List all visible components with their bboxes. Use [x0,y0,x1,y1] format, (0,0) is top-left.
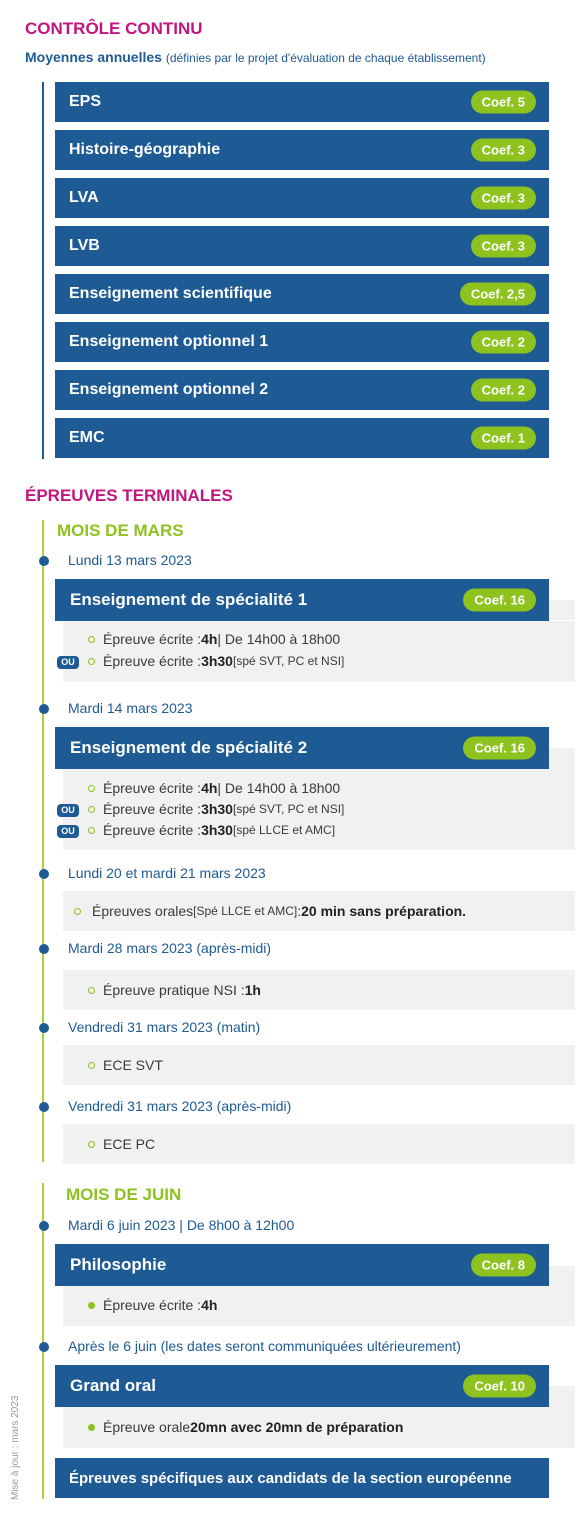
item-bold: 4h [201,1297,218,1313]
coef-badge: Coef. 2 [471,331,536,354]
item-note: [spé SVT, PC et NSI] [232,654,345,668]
list-item [88,822,335,838]
subject-bar-lva [55,178,549,218]
item-text: ECE PC [103,1136,156,1152]
coef-badge: Coef. 10 [463,1375,536,1398]
subject-name: EPS [69,93,102,110]
item-bold: 3h30 [201,801,233,817]
item-text: Épreuve écrite : [103,631,202,647]
bullet-icon [88,785,95,792]
panel-shadow [549,748,575,769]
bullet-icon [88,987,95,994]
bullet-icon [88,1302,95,1309]
controle-timeline-line [42,82,44,459]
subtitle-bold: Moyennes annuelles [25,49,162,65]
list-item [88,1057,163,1073]
coef-badge: Coef. 3 [471,187,536,210]
subject-bar-philosophie [55,1244,549,1286]
list-item [88,801,344,817]
subject-bar-specialite-1 [55,579,549,621]
timeline-dot [39,944,49,954]
subject-bar-emc [55,418,549,458]
item-text: Épreuve écrite : [103,801,202,817]
bullet-icon [88,1424,95,1431]
subject-name: Enseignement optionnel 2 [69,381,269,398]
item-note: [Spé LLCE et AMC] [193,904,298,918]
subject-bar-specialite-2 [55,727,549,769]
subject-name: Enseignement scientifique [69,285,272,302]
timeline-dot [39,1221,49,1231]
list-item [88,780,340,796]
subject-bar-optionnel-2 [55,370,549,410]
list-item [88,631,340,647]
month-title-mars: MOIS DE MARS [57,521,184,540]
coef-badge: Coef. 2,5 [460,283,536,306]
item-bold: 4h [201,780,218,796]
subject-name: EMC [69,429,105,446]
bullet-icon [88,806,95,813]
coef-badge: Coef. 3 [471,235,536,258]
event-date: Vendredi 31 mars 2023 (matin) [68,1019,261,1035]
item-bold: 20mn avec 20mn de préparation [190,1419,404,1435]
item-post: | De 14h00 à 18h00 [217,631,341,647]
bullet-icon [88,827,95,834]
timeline-dot [39,1102,49,1112]
item-bold: 3h30 [201,653,233,669]
subject-name: Grand oral [70,1376,156,1395]
timeline-dot [39,1023,49,1033]
update-note: Mise à jour : mars 2023 [10,1395,21,1500]
list-item [88,1419,403,1435]
event-date: Vendredi 31 mars 2023 (après-midi) [68,1098,292,1114]
item-note: [spé SVT, PC et NSI] [232,802,345,816]
subject-name: Histoire-géographie [69,141,221,158]
subject-name: LVB [69,237,100,254]
coef-badge: Coef. 8 [471,1254,536,1277]
item-text: ECE SVT [103,1057,163,1073]
coef-badge: Coef. 1 [471,427,536,450]
item-bold: 1h [244,982,261,998]
section-title-epreuves: ÉPREUVES TERMINALES [25,486,233,505]
coef-badge: Coef. 16 [463,737,536,760]
subject-name: LVA [69,189,99,206]
list-item [88,653,344,669]
bullet-icon [88,636,95,643]
item-text: Épreuve écrite : [103,1297,202,1313]
subject-name: Enseignement de spécialité 1 [70,590,308,609]
item-bold: 20 min sans préparation. [301,903,467,919]
subtitle-note: (définies par le projet d'évaluation de chaque établissement) [165,51,486,65]
subtitle-moyennes [25,49,486,65]
event-date: Lundi 13 mars 2023 [68,552,192,568]
mars-timeline-line [42,520,44,1162]
item-post: | De 14h00 à 18h00 [217,780,341,796]
panel-shadow [549,1266,575,1286]
subject-bar-enseignement-scientifique [55,274,549,314]
item-bold: 3h30 [201,822,233,838]
item-post: : [297,903,302,919]
list-item [88,982,261,998]
coef-badge: Coef. 3 [471,139,536,162]
panel-shadow [549,600,575,620]
subject-name: Enseignement de spécialité 2 [70,738,308,757]
subject-bar-optionnel-1 [55,322,549,362]
ou-badge: OU [57,825,79,838]
european-section-label: Épreuves spécifiques aux candidats de la section européenne [69,1469,512,1487]
bullet-icon [88,1141,95,1148]
timeline-dot [39,1342,49,1352]
subject-name: Philosophie [70,1255,167,1274]
event-date: Mardi 28 mars 2023 (après-midi) [68,940,272,956]
item-text: Épreuve écrite : [103,822,202,838]
timeline-dot [39,704,49,714]
event-date: Lundi 20 et mardi 21 mars 2023 [68,865,266,881]
bullet-icon [74,908,81,915]
list-item [88,1136,155,1152]
month-title-juin: MOIS DE JUIN [66,1185,182,1204]
item-text: Épreuve pratique NSI : [103,982,245,998]
timeline-dot [39,556,49,566]
list-item [88,1297,217,1313]
coef-badge: Coef. 2 [471,379,536,402]
section-title-controle: CONTRÔLE CONTINU [25,19,203,38]
ou-badge: OU [57,804,79,817]
subject-bar-eps [55,82,549,122]
subject-bar-histoire-geographie [55,130,549,170]
timeline-dot [39,869,49,879]
european-section-bar [55,1458,549,1498]
event-date: Mardi 14 mars 2023 [68,700,193,716]
event-date: Après le 6 juin (les dates seront communiquées ultérieurement) [68,1338,461,1354]
list-item [74,903,466,919]
panel-shadow [549,1386,575,1407]
bullet-icon [88,1062,95,1069]
item-text: Épreuves orales [92,903,194,919]
item-text: Épreuve écrite : [103,780,202,796]
item-note: [spé LLCE et AMC] [232,823,336,837]
item-text: Épreuve écrite : [103,653,202,669]
item-bold: 4h [201,631,218,647]
subject-bar-lvb [55,226,549,266]
item-text: Épreuve orale [103,1419,191,1435]
bullet-icon [88,658,95,665]
subject-bar-grand-oral [55,1365,549,1407]
coef-badge: Coef. 5 [471,91,536,114]
event-date: Mardi 6 juin 2023 | De 8h00 à 12h00 [68,1217,295,1233]
subject-name: Enseignement optionnel 1 [69,333,269,350]
ou-badge: OU [57,656,79,669]
coef-badge: Coef. 16 [463,589,536,612]
